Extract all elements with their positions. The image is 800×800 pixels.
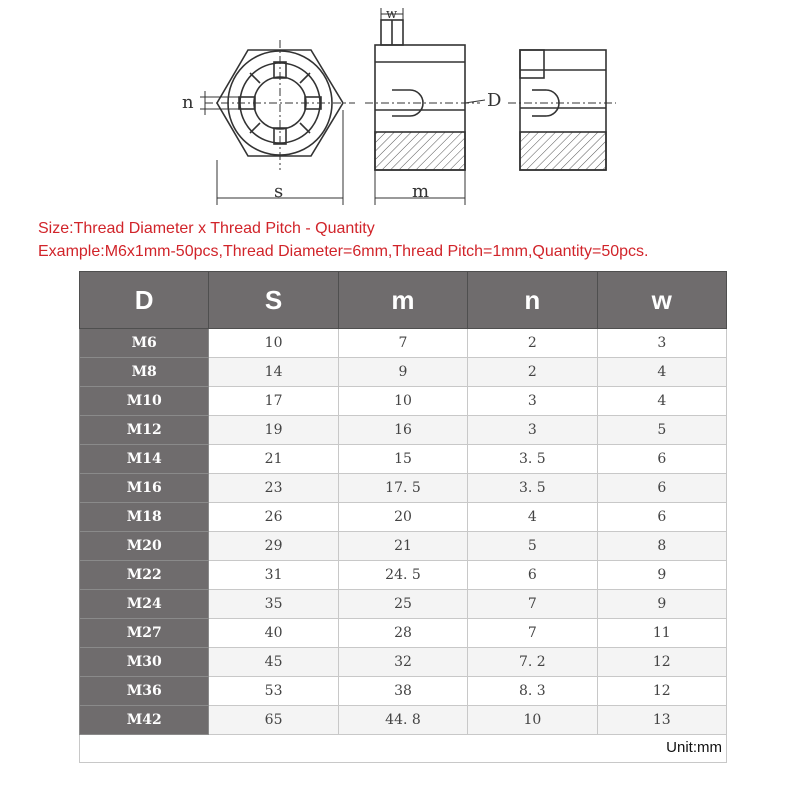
header-D: D	[80, 272, 209, 329]
label-w: w	[386, 7, 398, 22]
table-row	[80, 329, 727, 358]
cell-n: 5	[468, 532, 597, 561]
cell-s: 45	[209, 648, 338, 677]
cell-n: 3	[468, 416, 597, 445]
cell-s: 21	[209, 445, 338, 474]
cell-s: 35	[209, 590, 338, 619]
table-row	[80, 619, 727, 648]
label-D: D	[487, 90, 502, 111]
size-format-note: Size:Thread Diameter x Thread Pitch - Quantity	[38, 220, 375, 237]
cell-m: 9	[338, 358, 467, 387]
cell-m: 15	[338, 445, 467, 474]
table-row	[80, 387, 727, 416]
cell-m: 25	[338, 590, 467, 619]
cell-d: M42	[80, 706, 209, 735]
cell-w: 5	[597, 416, 726, 445]
cell-s: 19	[209, 416, 338, 445]
label-n: n	[182, 92, 194, 113]
cell-s: 65	[209, 706, 338, 735]
table-row	[80, 532, 727, 561]
nut-side-section-view	[365, 8, 485, 205]
cell-d: M10	[80, 387, 209, 416]
header-m: m	[338, 272, 467, 329]
cell-w: 9	[597, 561, 726, 590]
cell-m: 21	[338, 532, 467, 561]
cell-s: 26	[209, 503, 338, 532]
cell-d: M22	[80, 561, 209, 590]
cell-w: 12	[597, 677, 726, 706]
cell-w: 4	[597, 358, 726, 387]
cell-s: 53	[209, 677, 338, 706]
cell-m: 32	[338, 648, 467, 677]
cell-n: 10	[468, 706, 597, 735]
table-header-row	[80, 272, 727, 329]
cell-d: M24	[80, 590, 209, 619]
cell-d: M12	[80, 416, 209, 445]
cell-m: 28	[338, 619, 467, 648]
cell-m: 10	[338, 387, 467, 416]
table-row	[80, 503, 727, 532]
cell-s: 29	[209, 532, 338, 561]
cell-d: M16	[80, 474, 209, 503]
table-row	[80, 416, 727, 445]
cell-d: M20	[80, 532, 209, 561]
table-row	[80, 677, 727, 706]
cell-s: 40	[209, 619, 338, 648]
cell-w: 6	[597, 474, 726, 503]
cell-n: 7	[468, 590, 597, 619]
slotted-nut-technical-drawing	[0, 0, 800, 215]
cell-d: M30	[80, 648, 209, 677]
table-row	[80, 474, 727, 503]
unit-row	[79, 735, 727, 763]
cell-n: 8. 3	[468, 677, 597, 706]
cell-n: 7	[468, 619, 597, 648]
cell-m: 16	[338, 416, 467, 445]
table-row	[80, 561, 727, 590]
cell-d: M36	[80, 677, 209, 706]
cell-n: 4	[468, 503, 597, 532]
unit-label: Unit:mm	[666, 739, 722, 756]
cell-w: 9	[597, 590, 726, 619]
cell-w: 12	[597, 648, 726, 677]
table-row	[80, 445, 727, 474]
cell-w: 3	[597, 329, 726, 358]
cell-d: M8	[80, 358, 209, 387]
cell-d: M18	[80, 503, 209, 532]
cell-d: M14	[80, 445, 209, 474]
cell-d: M27	[80, 619, 209, 648]
cell-s: 31	[209, 561, 338, 590]
cell-n: 7. 2	[468, 648, 597, 677]
cell-n: 3. 5	[468, 445, 597, 474]
cell-s: 23	[209, 474, 338, 503]
cell-m: 7	[338, 329, 467, 358]
header-S: S	[209, 272, 338, 329]
cell-m: 17. 5	[338, 474, 467, 503]
cell-m: 44. 8	[338, 706, 467, 735]
label-s: s	[274, 181, 284, 202]
cell-n: 3	[468, 387, 597, 416]
cell-m: 20	[338, 503, 467, 532]
nut-side-external-view	[508, 50, 616, 170]
cell-n: 6	[468, 561, 597, 590]
cell-w: 11	[597, 619, 726, 648]
table-row	[80, 590, 727, 619]
cell-m: 38	[338, 677, 467, 706]
cell-w: 8	[597, 532, 726, 561]
cell-s: 14	[209, 358, 338, 387]
cell-w: 13	[597, 706, 726, 735]
dimension-table	[79, 271, 727, 763]
table-row	[80, 358, 727, 387]
cell-n: 2	[468, 329, 597, 358]
header-n: n	[468, 272, 597, 329]
label-m: m	[412, 181, 430, 202]
cell-w: 6	[597, 503, 726, 532]
cell-s: 17	[209, 387, 338, 416]
cell-n: 2	[468, 358, 597, 387]
size-example-note: Example:M6x1mm-50pcs,Thread Diameter=6mm,Thread Pitch=1mm,Quantity=50pcs.	[38, 243, 649, 260]
header-w: w	[597, 272, 726, 329]
cell-w: 4	[597, 387, 726, 416]
table-row	[80, 706, 727, 735]
cell-m: 24. 5	[338, 561, 467, 590]
cell-w: 6	[597, 445, 726, 474]
table-row	[80, 648, 727, 677]
cell-n: 3. 5	[468, 474, 597, 503]
cell-s: 10	[209, 329, 338, 358]
cell-d: M6	[80, 329, 209, 358]
